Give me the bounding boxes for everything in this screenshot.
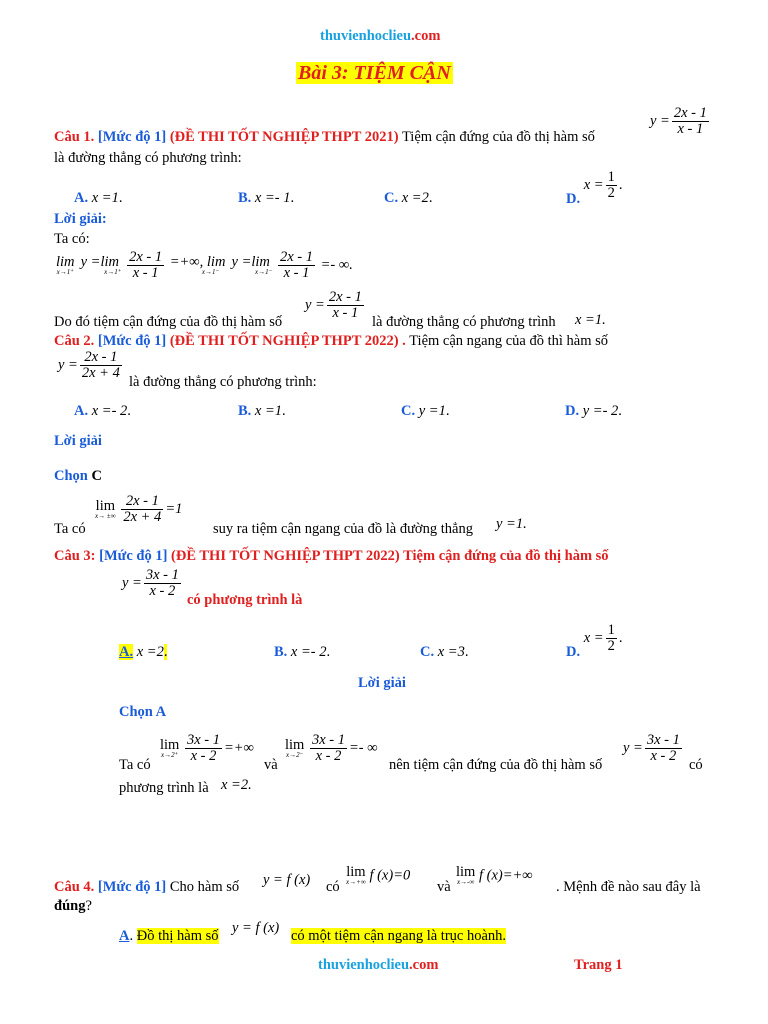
header-site[interactable]: thuvienhoclieu.com bbox=[320, 28, 441, 44]
q2-option-c: C. y =1. bbox=[401, 403, 450, 419]
q2-solution-label: Lời giải bbox=[54, 433, 102, 449]
q3-conclusion-eq: x =2. bbox=[221, 777, 252, 793]
q3-text2: có phương trình là bbox=[187, 592, 303, 608]
q3-function: y = $\frac{3x - 1}{x - 2}$ bbox=[122, 567, 179, 599]
q1-limit-expression: lim x→1⁺ y =lim x→1⁺ $\frac{2x - 1}{x - 1}$ =+∞, lim x→1⁻ y =lim x→1⁻ $\frac{2x - 1}{x - 1}$ =- ∞. bbox=[56, 249, 353, 281]
q4-text-b: có bbox=[326, 879, 340, 895]
q1-option-d: D. x = $\frac{1}{2}$ . bbox=[566, 169, 623, 207]
q4-va: và bbox=[437, 879, 451, 895]
q4-function: y = f (x) bbox=[263, 872, 311, 888]
q3-va: và bbox=[264, 757, 278, 773]
q1-solution-label: Lời giải: bbox=[54, 211, 107, 227]
q3-conclusion-a: nên tiệm cận đứng của đồ thị hàm số bbox=[389, 757, 603, 773]
q3-header: Câu 3: [Mức độ 1] (ĐỀ THI TỐT NGHIỆP THPT 2022) Tiệm cận đứng của đồ thị hàm số bbox=[54, 548, 609, 564]
q3-option-d: D. x = $\frac{1}{2}$ . bbox=[566, 622, 623, 660]
q3-solution-label: Lời giải bbox=[358, 675, 406, 691]
q3-option-b: B. x =- 2. bbox=[274, 644, 331, 660]
q1-option-b: B. x =- 1. bbox=[238, 190, 295, 206]
page-title: Bài 3: TIỆM CẬN bbox=[298, 62, 451, 84]
q3-ta-co: Ta có bbox=[119, 757, 151, 773]
q2-text2: là đường thẳng có phương trình: bbox=[129, 374, 317, 390]
q2-header: Câu 2. [Mức độ 1] (ĐỀ THI TỐT NGHIỆP THPT 2022) . Tiệm cận ngang của đồ thì hàm số bbox=[54, 333, 608, 349]
q2-ta-co: Ta có bbox=[54, 521, 86, 537]
q4-limit-1: lim x→+∞ f (x)=0 bbox=[346, 864, 411, 886]
q4-text-c: . Mệnh đề nào sau đây là bbox=[556, 879, 701, 895]
q2-conclusion-eq: y =1. bbox=[496, 516, 527, 532]
q1-function: y = $\frac{2x - 1}{x - 1}$ bbox=[650, 105, 707, 137]
q2-option-b: B. x =1. bbox=[238, 403, 286, 419]
q3-conclusion-c: phương trình là bbox=[119, 780, 209, 796]
q2-function: y = $\frac{2x - 1}{2x + 4}$ bbox=[58, 349, 120, 381]
q4-option-a: A. Đồ thị hàm số bbox=[119, 928, 219, 944]
q3-option-a: A. x =2. bbox=[119, 644, 168, 660]
q1-option-c: C. x =2. bbox=[384, 190, 433, 206]
q1-conclusion-eq: x =1. bbox=[575, 312, 606, 328]
footer-site[interactable]: thuvienhoclieu.com bbox=[318, 957, 439, 973]
q1-header: Câu 1. [Mức độ 1] (ĐỀ THI TỐT NGHIỆP THPT 2021) Tiệm cận đứng của đồ thị hàm số bbox=[54, 129, 595, 145]
q1-conclusion-a: Do đó tiệm cận đứng của đồ thị hàm số bbox=[54, 314, 283, 330]
q4-limit-2: lim x→-∞ f (x)=+∞ bbox=[456, 864, 533, 886]
q2-limit-expression: lim x→ ±∞ $\frac{2x - 1}{2x + 4}$ =1 bbox=[95, 493, 183, 525]
q4-text-d: đúng? bbox=[54, 898, 92, 914]
q3-option-c: C. x =3. bbox=[420, 644, 469, 660]
q3-conclusion-b: có bbox=[689, 757, 703, 773]
q1-option-a: A. x =1. bbox=[74, 190, 123, 206]
q2-option-d: D. y =- 2. bbox=[565, 403, 622, 419]
q2-conclusion: suy ra tiệm cận ngang của đồ là đường thẳng bbox=[213, 521, 473, 537]
q1-text2: là đường thẳng có phương trình: bbox=[54, 150, 242, 166]
q4-option-a-text2: có một tiệm cận ngang là trục hoành. bbox=[291, 928, 507, 944]
q3-choose: Chọn A bbox=[119, 704, 167, 720]
q2-option-a: A. x =- 2. bbox=[74, 403, 131, 419]
q1-conclusion-function: y = $\frac{2x - 1}{x - 1}$ bbox=[305, 289, 362, 321]
q4-label: Câu 4. [Mức độ 1] Cho hàm số bbox=[54, 879, 240, 895]
q3-conclusion-function: y = $\frac{3x - 1}{x - 2}$ bbox=[623, 732, 680, 764]
q2-choose: Chọn C bbox=[54, 468, 102, 484]
q3-limit-minus: lim x→2⁻ $\frac{3x - 1}{x - 2}$ =- ∞ bbox=[285, 732, 378, 764]
q1-conclusion-b: là đường thẳng có phương trình bbox=[372, 314, 556, 330]
q3-limit-plus: lim x→2⁺ $\frac{3x - 1}{x - 2}$ =+∞ bbox=[160, 732, 254, 764]
q4-option-a-function: y = f (x) bbox=[232, 920, 280, 936]
q1-ta-co: Ta có: bbox=[54, 231, 90, 247]
page-number: Trang 1 bbox=[574, 957, 623, 973]
